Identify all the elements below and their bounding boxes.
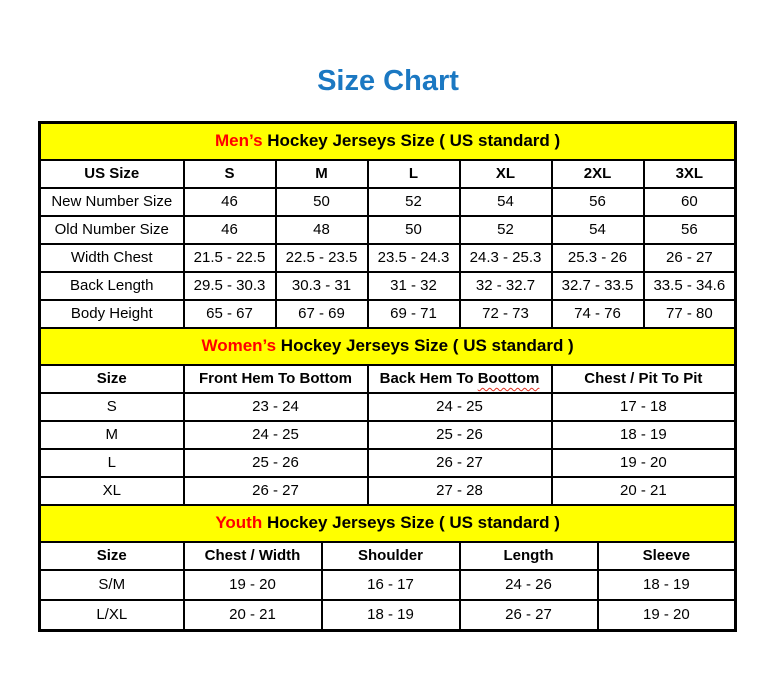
- size-chart-container: [38, 121, 737, 632]
- cell-value: 46: [184, 216, 276, 244]
- mens-row-back-length: [40, 272, 736, 300]
- cell-value: 54: [460, 188, 552, 216]
- row-label: L: [40, 449, 184, 477]
- cell-value: 72 - 73: [460, 300, 552, 328]
- page-title: Size Chart: [317, 65, 459, 97]
- cell-value: 23 - 24: [184, 393, 368, 421]
- cell-value: 20 - 21: [184, 600, 322, 631]
- mens-col-l: L: [368, 160, 460, 188]
- youth-col-sleeve: Sleeve: [598, 542, 736, 570]
- womens-col-size: Size: [40, 365, 184, 393]
- mens-row-body-height: [40, 300, 736, 328]
- youth-col-size: Size: [40, 542, 184, 570]
- row-label: M: [40, 421, 184, 449]
- row-label: Old Number Size: [40, 216, 184, 244]
- cell-value: 24 - 25: [184, 421, 368, 449]
- mens-col-xl: XL: [460, 160, 552, 188]
- cell-value: 56: [552, 188, 644, 216]
- youth-row-lxl: [40, 600, 736, 631]
- womens-col-chest-pit: Chest / Pit To Pit: [552, 365, 736, 393]
- youth-title-rest: Hockey Jerseys Size ( US standard ): [262, 513, 560, 533]
- cell-value: 25.3 - 26: [552, 244, 644, 272]
- youth-col-shoulder: Shoulder: [322, 542, 460, 570]
- cell-value: 56: [644, 216, 736, 244]
- cell-value: 69 - 71: [368, 300, 460, 328]
- row-label: Back Length: [40, 272, 184, 300]
- mens-title-highlight: Men’s: [214, 131, 263, 151]
- mens-column-header-row: [40, 160, 736, 188]
- womens-col-front-hem: Front Hem To Bottom: [184, 365, 368, 393]
- cell-value: 23.5 - 24.3: [368, 244, 460, 272]
- back-hem-misspelled-word: Boottom: [477, 369, 540, 387]
- mens-section-title: [40, 123, 736, 161]
- size-chart-table: [38, 121, 737, 632]
- cell-value: 17 - 18: [552, 393, 736, 421]
- row-label: Body Height: [40, 300, 184, 328]
- cell-value: 18 - 19: [552, 421, 736, 449]
- row-label: New Number Size: [40, 188, 184, 216]
- womens-column-header-row: [40, 365, 736, 393]
- row-label: S: [40, 393, 184, 421]
- mens-col-3xl: 3XL: [644, 160, 736, 188]
- cell-value: 30.3 - 31: [276, 272, 368, 300]
- cell-value: 60: [644, 188, 736, 216]
- cell-value: 27 - 28: [368, 477, 552, 505]
- back-hem-prefix: Back Hem To: [379, 369, 478, 387]
- cell-value: 19 - 20: [598, 600, 736, 631]
- cell-value: 16 - 17: [322, 570, 460, 600]
- cell-value: 19 - 20: [552, 449, 736, 477]
- cell-value: 24.3 - 25.3: [460, 244, 552, 272]
- cell-value: 24 - 25: [368, 393, 552, 421]
- mens-col-us-size: US Size: [40, 160, 184, 188]
- youth-section-header: [40, 505, 736, 542]
- cell-value: 74 - 76: [552, 300, 644, 328]
- cell-value: 22.5 - 23.5: [276, 244, 368, 272]
- mens-row-old-number-size: [40, 216, 736, 244]
- cell-value: 67 - 69: [276, 300, 368, 328]
- cell-value: 29.5 - 30.3: [184, 272, 276, 300]
- cell-value: 52: [368, 188, 460, 216]
- youth-section-title: [40, 505, 736, 542]
- cell-value: 24 - 26: [460, 570, 598, 600]
- cell-value: 19 - 20: [184, 570, 322, 600]
- cell-value: 33.5 - 34.6: [644, 272, 736, 300]
- cell-value: 52: [460, 216, 552, 244]
- mens-section-header: [40, 123, 736, 161]
- row-label: L/XL: [40, 600, 184, 631]
- mens-col-s: S: [184, 160, 276, 188]
- youth-title-highlight: Youth: [215, 513, 263, 533]
- mens-col-m: M: [276, 160, 368, 188]
- youth-row-sm: [40, 570, 736, 600]
- cell-value: 50: [276, 188, 368, 216]
- row-label: XL: [40, 477, 184, 505]
- cell-value: 26 - 27: [184, 477, 368, 505]
- mens-col-2xl: 2XL: [552, 160, 644, 188]
- womens-section-header: [40, 328, 736, 365]
- cell-value: 31 - 32: [368, 272, 460, 300]
- cell-value: 21.5 - 22.5: [184, 244, 276, 272]
- womens-col-back-hem: [368, 365, 552, 393]
- womens-row-s: [40, 393, 736, 421]
- cell-value: 25 - 26: [184, 449, 368, 477]
- cell-value: 25 - 26: [368, 421, 552, 449]
- cell-value: 18 - 19: [322, 600, 460, 631]
- cell-value: 48: [276, 216, 368, 244]
- cell-value: 32 - 32.7: [460, 272, 552, 300]
- row-label: S/M: [40, 570, 184, 600]
- cell-value: 46: [184, 188, 276, 216]
- mens-row-width-chest: [40, 244, 736, 272]
- womens-title-rest: Hockey Jerseys Size ( US standard ): [276, 336, 574, 356]
- cell-value: 26 - 27: [644, 244, 736, 272]
- womens-section-title: [40, 328, 736, 365]
- cell-value: 26 - 27: [460, 600, 598, 631]
- womens-row-m: [40, 421, 736, 449]
- cell-value: 20 - 21: [552, 477, 736, 505]
- youth-col-length: Length: [460, 542, 598, 570]
- womens-title-highlight: Women’s: [201, 336, 277, 356]
- cell-value: 54: [552, 216, 644, 244]
- cell-value: 32.7 - 33.5: [552, 272, 644, 300]
- cell-value: 18 - 19: [598, 570, 736, 600]
- cell-value: 50: [368, 216, 460, 244]
- mens-row-new-number-size: [40, 188, 736, 216]
- row-label: Width Chest: [40, 244, 184, 272]
- youth-column-header-row: [40, 542, 736, 570]
- mens-title-rest: Hockey Jerseys Size ( US standard ): [262, 131, 561, 151]
- cell-value: 65 - 67: [184, 300, 276, 328]
- youth-col-chest-width: Chest / Width: [184, 542, 322, 570]
- cell-value: 26 - 27: [368, 449, 552, 477]
- womens-row-l: [40, 449, 736, 477]
- cell-value: 77 - 80: [644, 300, 736, 328]
- womens-row-xl: [40, 477, 736, 505]
